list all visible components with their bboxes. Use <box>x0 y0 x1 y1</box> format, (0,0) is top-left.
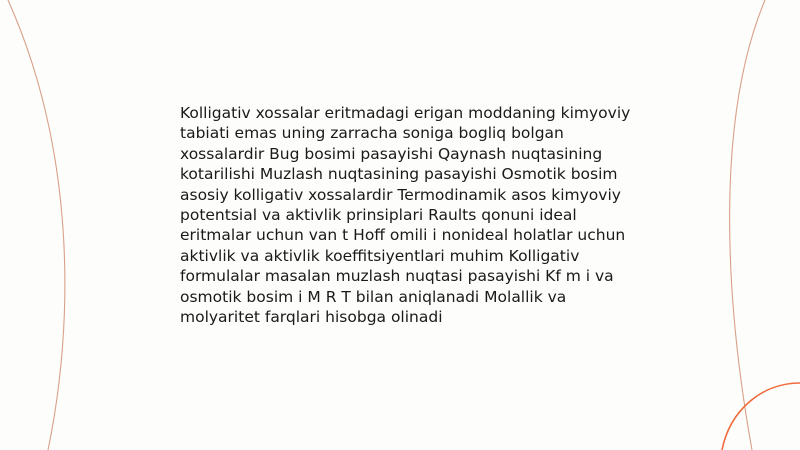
slide-body-text: Kolligativ xossalar eritmadagi erigan moddaning kimyoviy tabiati emas uning zarracha soniga bogliq bolgan xossalardir Bug bosimi pasayishi Qaynash nuqtasining kotarilishi Muzlash nuqtasining pasayishi Osmotik bosim asosiy kolligativ xossalardir Termodinamik asos kimyoviy potentsial va aktivlik prinsiplari Raults qonuni ideal eritmalar uchun van t Hoff omili i nonideal holatlar uchun aktivlik va aktivlik koeffitsiyentlari muhim Kolligativ formulalar masalan muzlash nuqtasi pasayishi Kf m i va osmotik bosim i M R T bilan aniqlanadi Molallik va molyaritet farqlari hisobga olinadi <box>180 104 631 327</box>
left-curve-line <box>8 0 65 450</box>
accent-arc <box>722 383 800 450</box>
right-curve-line <box>730 0 765 450</box>
